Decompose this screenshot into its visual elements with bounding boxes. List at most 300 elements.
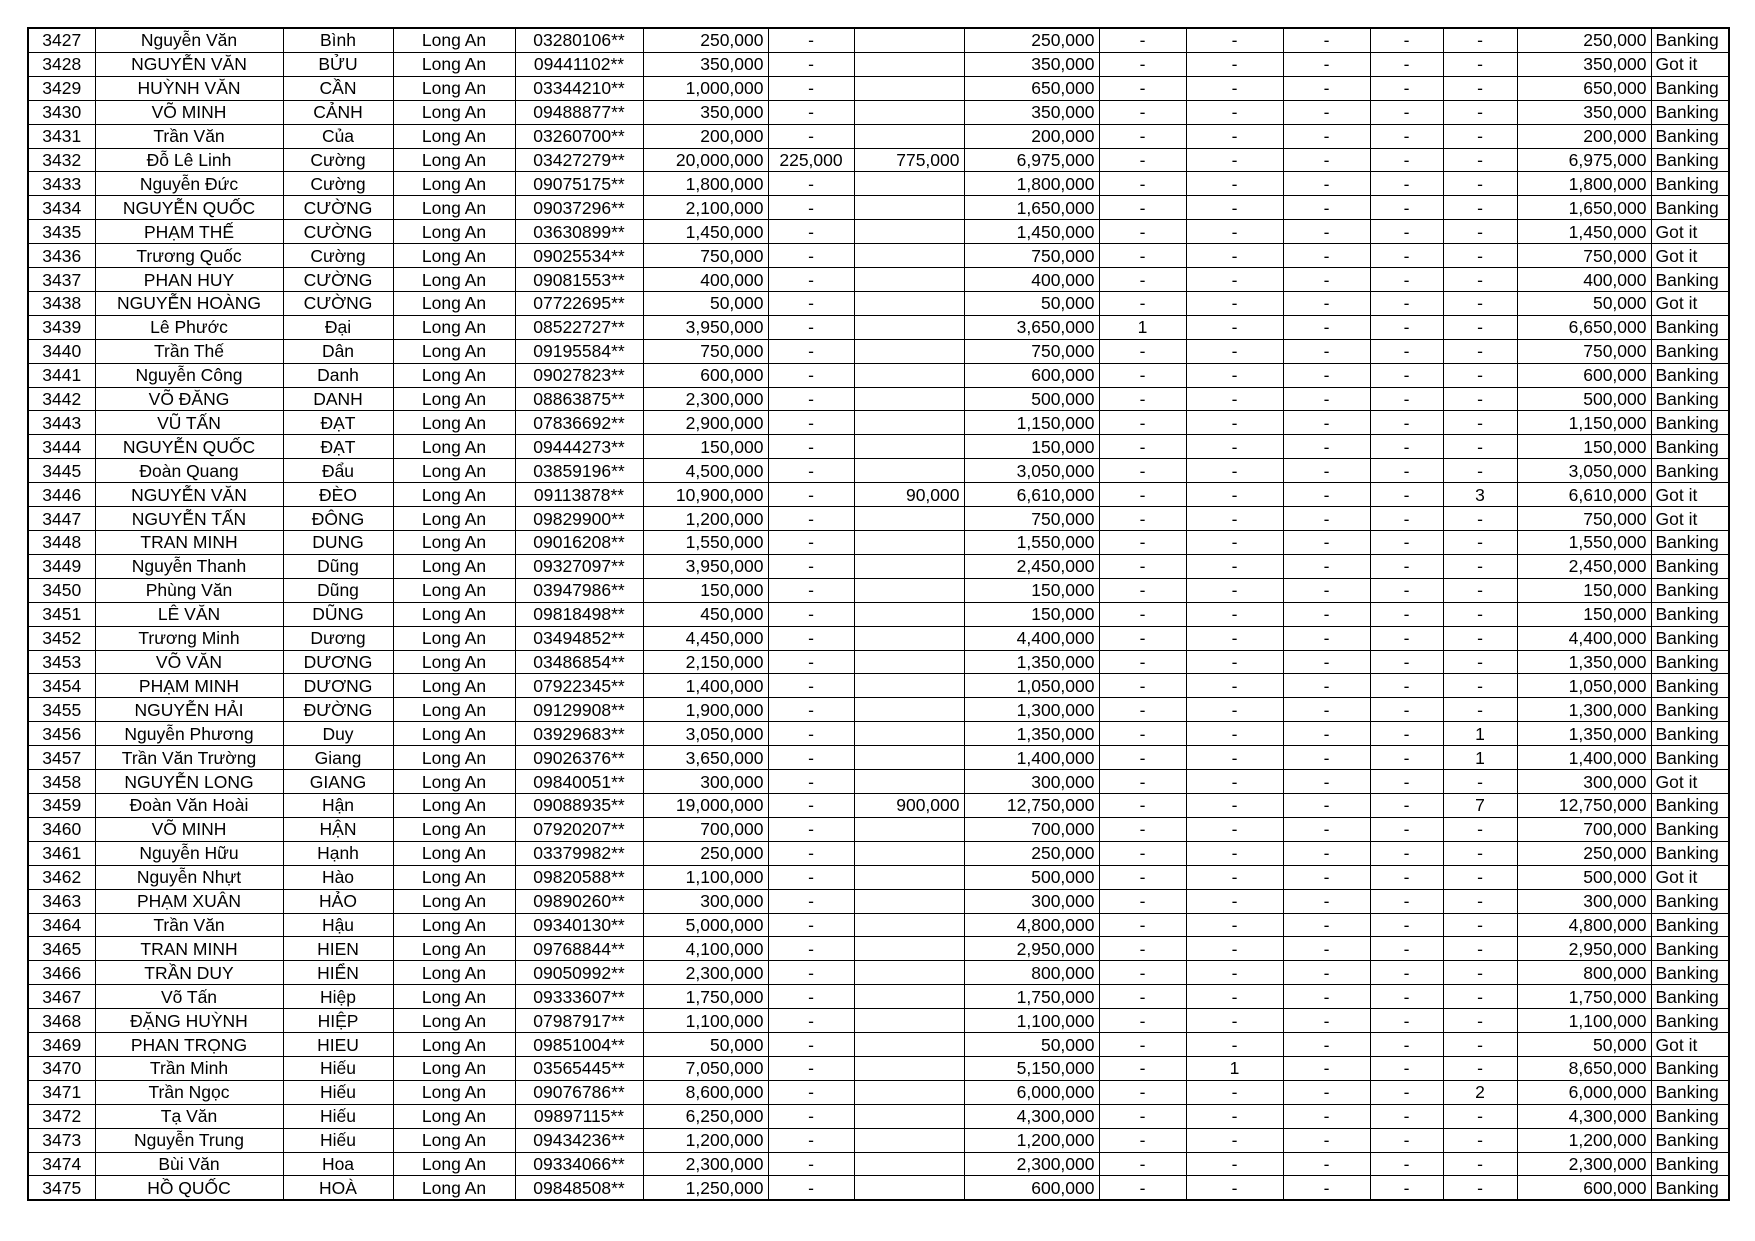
cell-count-d: - — [1370, 746, 1443, 770]
table-row — [28, 100, 1729, 124]
cell-amount-final: 250,000 — [1517, 28, 1651, 52]
cell-deduction-2 — [854, 387, 964, 411]
cell-count-e: - — [1443, 1104, 1517, 1128]
cell-phone: 09195584** — [515, 339, 643, 363]
cell-count-e: - — [1443, 124, 1517, 148]
cell-deduction-2 — [854, 865, 964, 889]
cell-count-d: - — [1370, 291, 1443, 315]
cell-deduction-2 — [854, 315, 964, 339]
cell-count-c: - — [1283, 841, 1370, 865]
cell-count-b: - — [1186, 1080, 1283, 1104]
cell-deduction-2 — [854, 674, 964, 698]
table-row — [28, 674, 1729, 698]
cell-amount-total: 2,150,000 — [643, 650, 768, 674]
cell-deduction-1: - — [768, 626, 854, 650]
cell-amount-total: 1,200,000 — [643, 1128, 768, 1152]
cell-amount-paid: 6,975,000 — [964, 148, 1099, 172]
cell-count-d: - — [1370, 100, 1443, 124]
cell-deduction-1: - — [768, 1152, 854, 1176]
cell-amount-paid: 150,000 — [964, 602, 1099, 626]
cell-amount-total: 750,000 — [643, 244, 768, 268]
cell-amount-total: 3,650,000 — [643, 746, 768, 770]
cell-count-c: - — [1283, 1152, 1370, 1176]
cell-count-e: - — [1443, 841, 1517, 865]
cell-count-b: - — [1186, 339, 1283, 363]
table-row — [28, 554, 1729, 578]
cell-count-b: - — [1186, 411, 1283, 435]
cell-deduction-1: - — [768, 722, 854, 746]
cell-count-a: 1 — [1099, 315, 1186, 339]
cell-amount-paid: 4,800,000 — [964, 913, 1099, 937]
cell-amount-paid: 4,400,000 — [964, 626, 1099, 650]
cell-phone: 09488877** — [515, 100, 643, 124]
cell-deduction-1: - — [768, 698, 854, 722]
table-row — [28, 698, 1729, 722]
cell-payment-method: Banking — [1651, 602, 1729, 626]
cell-phone: 03280106** — [515, 28, 643, 52]
cell-row-number: 3427 — [28, 28, 95, 52]
cell-amount-final: 150,000 — [1517, 602, 1651, 626]
cell-province: Long An — [393, 124, 515, 148]
cell-phone: 03947986** — [515, 578, 643, 602]
cell-first-name: Cường — [283, 172, 393, 196]
cell-amount-final: 150,000 — [1517, 578, 1651, 602]
cell-payment-method: Banking — [1651, 28, 1729, 52]
cell-amount-paid: 350,000 — [964, 52, 1099, 76]
cell-phone: 09444273** — [515, 435, 643, 459]
cell-amount-total: 1,000,000 — [643, 76, 768, 100]
cell-row-number: 3440 — [28, 339, 95, 363]
cell-count-a: - — [1099, 1056, 1186, 1080]
cell-deduction-2 — [854, 220, 964, 244]
cell-phone: 09897115** — [515, 1104, 643, 1128]
cell-count-c: - — [1283, 1080, 1370, 1104]
cell-province: Long An — [393, 435, 515, 459]
cell-first-name: Cường — [283, 148, 393, 172]
cell-row-number: 3469 — [28, 1033, 95, 1057]
cell-province: Long An — [393, 961, 515, 985]
cell-last-middle-name: Trần Văn — [95, 913, 283, 937]
cell-amount-total: 400,000 — [643, 268, 768, 292]
cell-amount-paid: 3,650,000 — [964, 315, 1099, 339]
cell-first-name: ĐÈO — [283, 483, 393, 507]
cell-amount-total: 1,250,000 — [643, 1176, 768, 1200]
cell-count-a: - — [1099, 1176, 1186, 1200]
cell-count-c: - — [1283, 483, 1370, 507]
cell-count-c: - — [1283, 937, 1370, 961]
cell-count-b: - — [1186, 172, 1283, 196]
table-row — [28, 650, 1729, 674]
cell-payment-method: Banking — [1651, 1056, 1729, 1080]
cell-phone: 03859196** — [515, 459, 643, 483]
cell-row-number: 3428 — [28, 52, 95, 76]
cell-count-c: - — [1283, 291, 1370, 315]
cell-count-c: - — [1283, 793, 1370, 817]
cell-deduction-2 — [854, 363, 964, 387]
cell-row-number: 3447 — [28, 507, 95, 531]
cell-row-number: 3465 — [28, 937, 95, 961]
cell-count-a: - — [1099, 961, 1186, 985]
cell-province: Long An — [393, 268, 515, 292]
cell-payment-method: Banking — [1651, 626, 1729, 650]
table-row — [28, 531, 1729, 555]
table-row — [28, 961, 1729, 985]
cell-phone: 09026376** — [515, 746, 643, 770]
cell-row-number: 3435 — [28, 220, 95, 244]
cell-count-b: - — [1186, 817, 1283, 841]
cell-count-b: - — [1186, 1009, 1283, 1033]
cell-deduction-2 — [854, 1176, 964, 1200]
cell-amount-final: 2,450,000 — [1517, 554, 1651, 578]
cell-row-number: 3450 — [28, 578, 95, 602]
cell-deduction-1: - — [768, 363, 854, 387]
cell-first-name: HẬN — [283, 817, 393, 841]
cell-count-b: - — [1186, 28, 1283, 52]
cell-amount-total: 2,300,000 — [643, 961, 768, 985]
cell-last-middle-name: Trần Văn Trường — [95, 746, 283, 770]
cell-count-c: - — [1283, 1176, 1370, 1200]
cell-count-e: - — [1443, 889, 1517, 913]
cell-payment-method: Banking — [1651, 459, 1729, 483]
cell-count-c: - — [1283, 387, 1370, 411]
cell-deduction-2 — [854, 507, 964, 531]
cell-amount-final: 12,750,000 — [1517, 793, 1651, 817]
cell-first-name: Danh — [283, 363, 393, 387]
cell-amount-paid: 1,050,000 — [964, 674, 1099, 698]
cell-deduction-1: - — [768, 961, 854, 985]
cell-amount-final: 350,000 — [1517, 100, 1651, 124]
cell-payment-method: Got it — [1651, 483, 1729, 507]
cell-deduction-2 — [854, 913, 964, 937]
cell-amount-total: 7,050,000 — [643, 1056, 768, 1080]
cell-count-a: - — [1099, 363, 1186, 387]
cell-phone: 07987917** — [515, 1009, 643, 1033]
cell-amount-total: 350,000 — [643, 52, 768, 76]
cell-count-d: - — [1370, 148, 1443, 172]
cell-count-d: - — [1370, 531, 1443, 555]
cell-province: Long An — [393, 722, 515, 746]
cell-last-middle-name: Trần Ngọc — [95, 1080, 283, 1104]
cell-last-middle-name: Đỗ Lê Linh — [95, 148, 283, 172]
cell-first-name: DƯƠNG — [283, 674, 393, 698]
cell-last-middle-name: Đoàn Văn Hoài — [95, 793, 283, 817]
cell-count-a: - — [1099, 650, 1186, 674]
cell-first-name: CƯỜNG — [283, 268, 393, 292]
cell-row-number: 3473 — [28, 1128, 95, 1152]
cell-payment-method: Banking — [1651, 100, 1729, 124]
cell-province: Long An — [393, 531, 515, 555]
cell-last-middle-name: LÊ VĂN — [95, 602, 283, 626]
cell-payment-method: Banking — [1651, 674, 1729, 698]
cell-last-middle-name: PHAN TRỌNG — [95, 1033, 283, 1057]
cell-first-name: Hậu — [283, 913, 393, 937]
cell-count-c: - — [1283, 339, 1370, 363]
cell-row-number: 3433 — [28, 172, 95, 196]
cell-count-e: - — [1443, 937, 1517, 961]
cell-count-a: - — [1099, 196, 1186, 220]
cell-amount-total: 4,500,000 — [643, 459, 768, 483]
cell-amount-total: 150,000 — [643, 578, 768, 602]
cell-phone: 09333607** — [515, 985, 643, 1009]
cell-last-middle-name: HỒ QUỐC — [95, 1176, 283, 1200]
table-row — [28, 1128, 1729, 1152]
cell-count-b: - — [1186, 52, 1283, 76]
cell-payment-method: Banking — [1651, 76, 1729, 100]
cell-first-name: HOÀ — [283, 1176, 393, 1200]
cell-count-d: - — [1370, 124, 1443, 148]
cell-deduction-1: - — [768, 793, 854, 817]
cell-count-c: - — [1283, 172, 1370, 196]
table-row — [28, 1056, 1729, 1080]
cell-deduction-2 — [854, 196, 964, 220]
cell-amount-paid: 1,350,000 — [964, 722, 1099, 746]
cell-count-d: - — [1370, 28, 1443, 52]
cell-amount-total: 1,100,000 — [643, 1009, 768, 1033]
cell-first-name: Giang — [283, 746, 393, 770]
cell-row-number: 3438 — [28, 291, 95, 315]
cell-count-d: - — [1370, 889, 1443, 913]
cell-deduction-1: - — [768, 531, 854, 555]
cell-amount-final: 2,950,000 — [1517, 937, 1651, 961]
cell-amount-paid: 300,000 — [964, 889, 1099, 913]
cell-count-e: - — [1443, 674, 1517, 698]
cell-last-middle-name: Trần Minh — [95, 1056, 283, 1080]
cell-deduction-1: - — [768, 554, 854, 578]
cell-amount-final: 8,650,000 — [1517, 1056, 1651, 1080]
cell-count-a: - — [1099, 459, 1186, 483]
cell-province: Long An — [393, 1056, 515, 1080]
cell-amount-paid: 1,350,000 — [964, 650, 1099, 674]
cell-count-c: - — [1283, 507, 1370, 531]
cell-payment-method: Banking — [1651, 531, 1729, 555]
cell-deduction-1: - — [768, 507, 854, 531]
cell-row-number: 3453 — [28, 650, 95, 674]
cell-amount-paid: 750,000 — [964, 244, 1099, 268]
cell-count-a: - — [1099, 244, 1186, 268]
cell-count-e: - — [1443, 315, 1517, 339]
cell-count-b: - — [1186, 100, 1283, 124]
cell-count-b: - — [1186, 865, 1283, 889]
cell-row-number: 3463 — [28, 889, 95, 913]
cell-amount-final: 750,000 — [1517, 507, 1651, 531]
cell-count-d: - — [1370, 578, 1443, 602]
cell-first-name: Đẩu — [283, 459, 393, 483]
cell-amount-paid: 650,000 — [964, 76, 1099, 100]
cell-count-d: - — [1370, 913, 1443, 937]
cell-count-e: - — [1443, 172, 1517, 196]
cell-row-number: 3461 — [28, 841, 95, 865]
cell-count-a: - — [1099, 554, 1186, 578]
cell-count-b: - — [1186, 315, 1283, 339]
table-row — [28, 626, 1729, 650]
cell-count-a: - — [1099, 674, 1186, 698]
cell-amount-total: 300,000 — [643, 770, 768, 794]
cell-amount-final: 300,000 — [1517, 770, 1651, 794]
cell-count-a: - — [1099, 411, 1186, 435]
cell-amount-final: 1,350,000 — [1517, 722, 1651, 746]
cell-province: Long An — [393, 650, 515, 674]
cell-deduction-2 — [854, 268, 964, 292]
cell-amount-final: 1,400,000 — [1517, 746, 1651, 770]
cell-amount-paid: 3,050,000 — [964, 459, 1099, 483]
cell-province: Long An — [393, 841, 515, 865]
cell-first-name: DƯƠNG — [283, 650, 393, 674]
table-row — [28, 435, 1729, 459]
cell-amount-final: 4,400,000 — [1517, 626, 1651, 650]
cell-count-a: - — [1099, 28, 1186, 52]
cell-deduction-2 — [854, 961, 964, 985]
cell-deduction-1: - — [768, 1104, 854, 1128]
cell-count-e: - — [1443, 770, 1517, 794]
cell-count-d: - — [1370, 483, 1443, 507]
cell-amount-paid: 1,100,000 — [964, 1009, 1099, 1033]
cell-count-c: - — [1283, 554, 1370, 578]
cell-count-c: - — [1283, 578, 1370, 602]
cell-count-b: - — [1186, 961, 1283, 985]
table-row — [28, 889, 1729, 913]
cell-row-number: 3466 — [28, 961, 95, 985]
cell-amount-total: 600,000 — [643, 363, 768, 387]
cell-amount-final: 400,000 — [1517, 268, 1651, 292]
cell-count-c: - — [1283, 268, 1370, 292]
cell-count-a: - — [1099, 291, 1186, 315]
cell-deduction-1: - — [768, 602, 854, 626]
cell-first-name: ĐƯỜNG — [283, 698, 393, 722]
cell-count-c: - — [1283, 626, 1370, 650]
cell-count-e: - — [1443, 1056, 1517, 1080]
cell-deduction-2 — [854, 100, 964, 124]
table-row — [28, 148, 1729, 172]
cell-count-c: - — [1283, 315, 1370, 339]
table-row — [28, 52, 1729, 76]
cell-count-d: - — [1370, 602, 1443, 626]
cell-count-e: - — [1443, 28, 1517, 52]
cell-deduction-1: - — [768, 650, 854, 674]
cell-amount-final: 600,000 — [1517, 363, 1651, 387]
cell-province: Long An — [393, 507, 515, 531]
cell-count-a: - — [1099, 937, 1186, 961]
cell-phone: 07920207** — [515, 817, 643, 841]
cell-count-e: - — [1443, 817, 1517, 841]
cell-first-name: CẢNH — [283, 100, 393, 124]
cell-deduction-2 — [854, 1033, 964, 1057]
cell-payment-method: Got it — [1651, 291, 1729, 315]
cell-last-middle-name: NGUYỄN HOÀNG — [95, 291, 283, 315]
cell-deduction-1: - — [768, 1176, 854, 1200]
cell-payment-method: Banking — [1651, 746, 1729, 770]
cell-province: Long An — [393, 100, 515, 124]
cell-phone: 09075175** — [515, 172, 643, 196]
cell-province: Long An — [393, 411, 515, 435]
cell-amount-paid: 500,000 — [964, 387, 1099, 411]
cell-amount-total: 1,400,000 — [643, 674, 768, 698]
table-row — [28, 315, 1729, 339]
table-row — [28, 985, 1729, 1009]
cell-count-b: - — [1186, 602, 1283, 626]
cell-deduction-1: - — [768, 196, 854, 220]
cell-amount-total: 6,250,000 — [643, 1104, 768, 1128]
cell-deduction-1: - — [768, 291, 854, 315]
cell-amount-paid: 600,000 — [964, 1176, 1099, 1200]
table-row — [28, 244, 1729, 268]
cell-first-name: Dương — [283, 626, 393, 650]
cell-first-name: Hào — [283, 865, 393, 889]
cell-row-number: 3444 — [28, 435, 95, 459]
cell-amount-total: 5,000,000 — [643, 913, 768, 937]
cell-row-number: 3451 — [28, 602, 95, 626]
cell-count-b: - — [1186, 698, 1283, 722]
cell-phone: 09334066** — [515, 1152, 643, 1176]
cell-count-a: - — [1099, 865, 1186, 889]
cell-amount-paid: 250,000 — [964, 841, 1099, 865]
cell-phone: 09848508** — [515, 1176, 643, 1200]
cell-deduction-2 — [854, 52, 964, 76]
cell-last-middle-name: NGUYỄN VĂN — [95, 52, 283, 76]
cell-amount-total: 1,200,000 — [643, 507, 768, 531]
cell-count-d: - — [1370, 363, 1443, 387]
cell-count-a: - — [1099, 626, 1186, 650]
cell-province: Long An — [393, 746, 515, 770]
cell-count-c: - — [1283, 817, 1370, 841]
cell-row-number: 3439 — [28, 315, 95, 339]
cell-row-number: 3464 — [28, 913, 95, 937]
cell-last-middle-name: VÕ ĐĂNG — [95, 387, 283, 411]
cell-deduction-1: - — [768, 1009, 854, 1033]
cell-province: Long An — [393, 76, 515, 100]
cell-first-name: Hiếu — [283, 1104, 393, 1128]
cell-payment-method: Banking — [1651, 1080, 1729, 1104]
cell-count-e: - — [1443, 554, 1517, 578]
cell-first-name: HIỂN — [283, 961, 393, 985]
cell-deduction-1: - — [768, 1080, 854, 1104]
cell-count-e: - — [1443, 913, 1517, 937]
cell-last-middle-name: Nguyễn Phương — [95, 722, 283, 746]
cell-count-e: - — [1443, 1033, 1517, 1057]
cell-amount-final: 6,650,000 — [1517, 315, 1651, 339]
cell-count-b: - — [1186, 674, 1283, 698]
cell-count-e: - — [1443, 1152, 1517, 1176]
cell-phone: 07922345** — [515, 674, 643, 698]
cell-count-e: - — [1443, 507, 1517, 531]
cell-deduction-1: - — [768, 244, 854, 268]
cell-first-name: Dân — [283, 339, 393, 363]
cell-count-b: - — [1186, 626, 1283, 650]
table-row — [28, 339, 1729, 363]
cell-count-b: - — [1186, 985, 1283, 1009]
table-row — [28, 817, 1729, 841]
cell-province: Long An — [393, 52, 515, 76]
cell-count-c: - — [1283, 1128, 1370, 1152]
cell-deduction-1: - — [768, 315, 854, 339]
cell-count-c: - — [1283, 76, 1370, 100]
cell-deduction-1: - — [768, 674, 854, 698]
cell-first-name: DANH — [283, 387, 393, 411]
cell-last-middle-name: VŨ TẤN — [95, 411, 283, 435]
cell-first-name: Hiệp — [283, 985, 393, 1009]
cell-count-a: - — [1099, 602, 1186, 626]
cell-deduction-2 — [854, 244, 964, 268]
cell-count-b: - — [1186, 459, 1283, 483]
table-body — [28, 28, 1729, 1200]
cell-province: Long An — [393, 28, 515, 52]
cell-amount-final: 1,550,000 — [1517, 531, 1651, 555]
cell-last-middle-name: Phùng Văn — [95, 578, 283, 602]
cell-first-name: CẦN — [283, 76, 393, 100]
cell-count-e: - — [1443, 291, 1517, 315]
cell-row-number: 3460 — [28, 817, 95, 841]
cell-count-a: - — [1099, 1104, 1186, 1128]
cell-province: Long An — [393, 1080, 515, 1104]
